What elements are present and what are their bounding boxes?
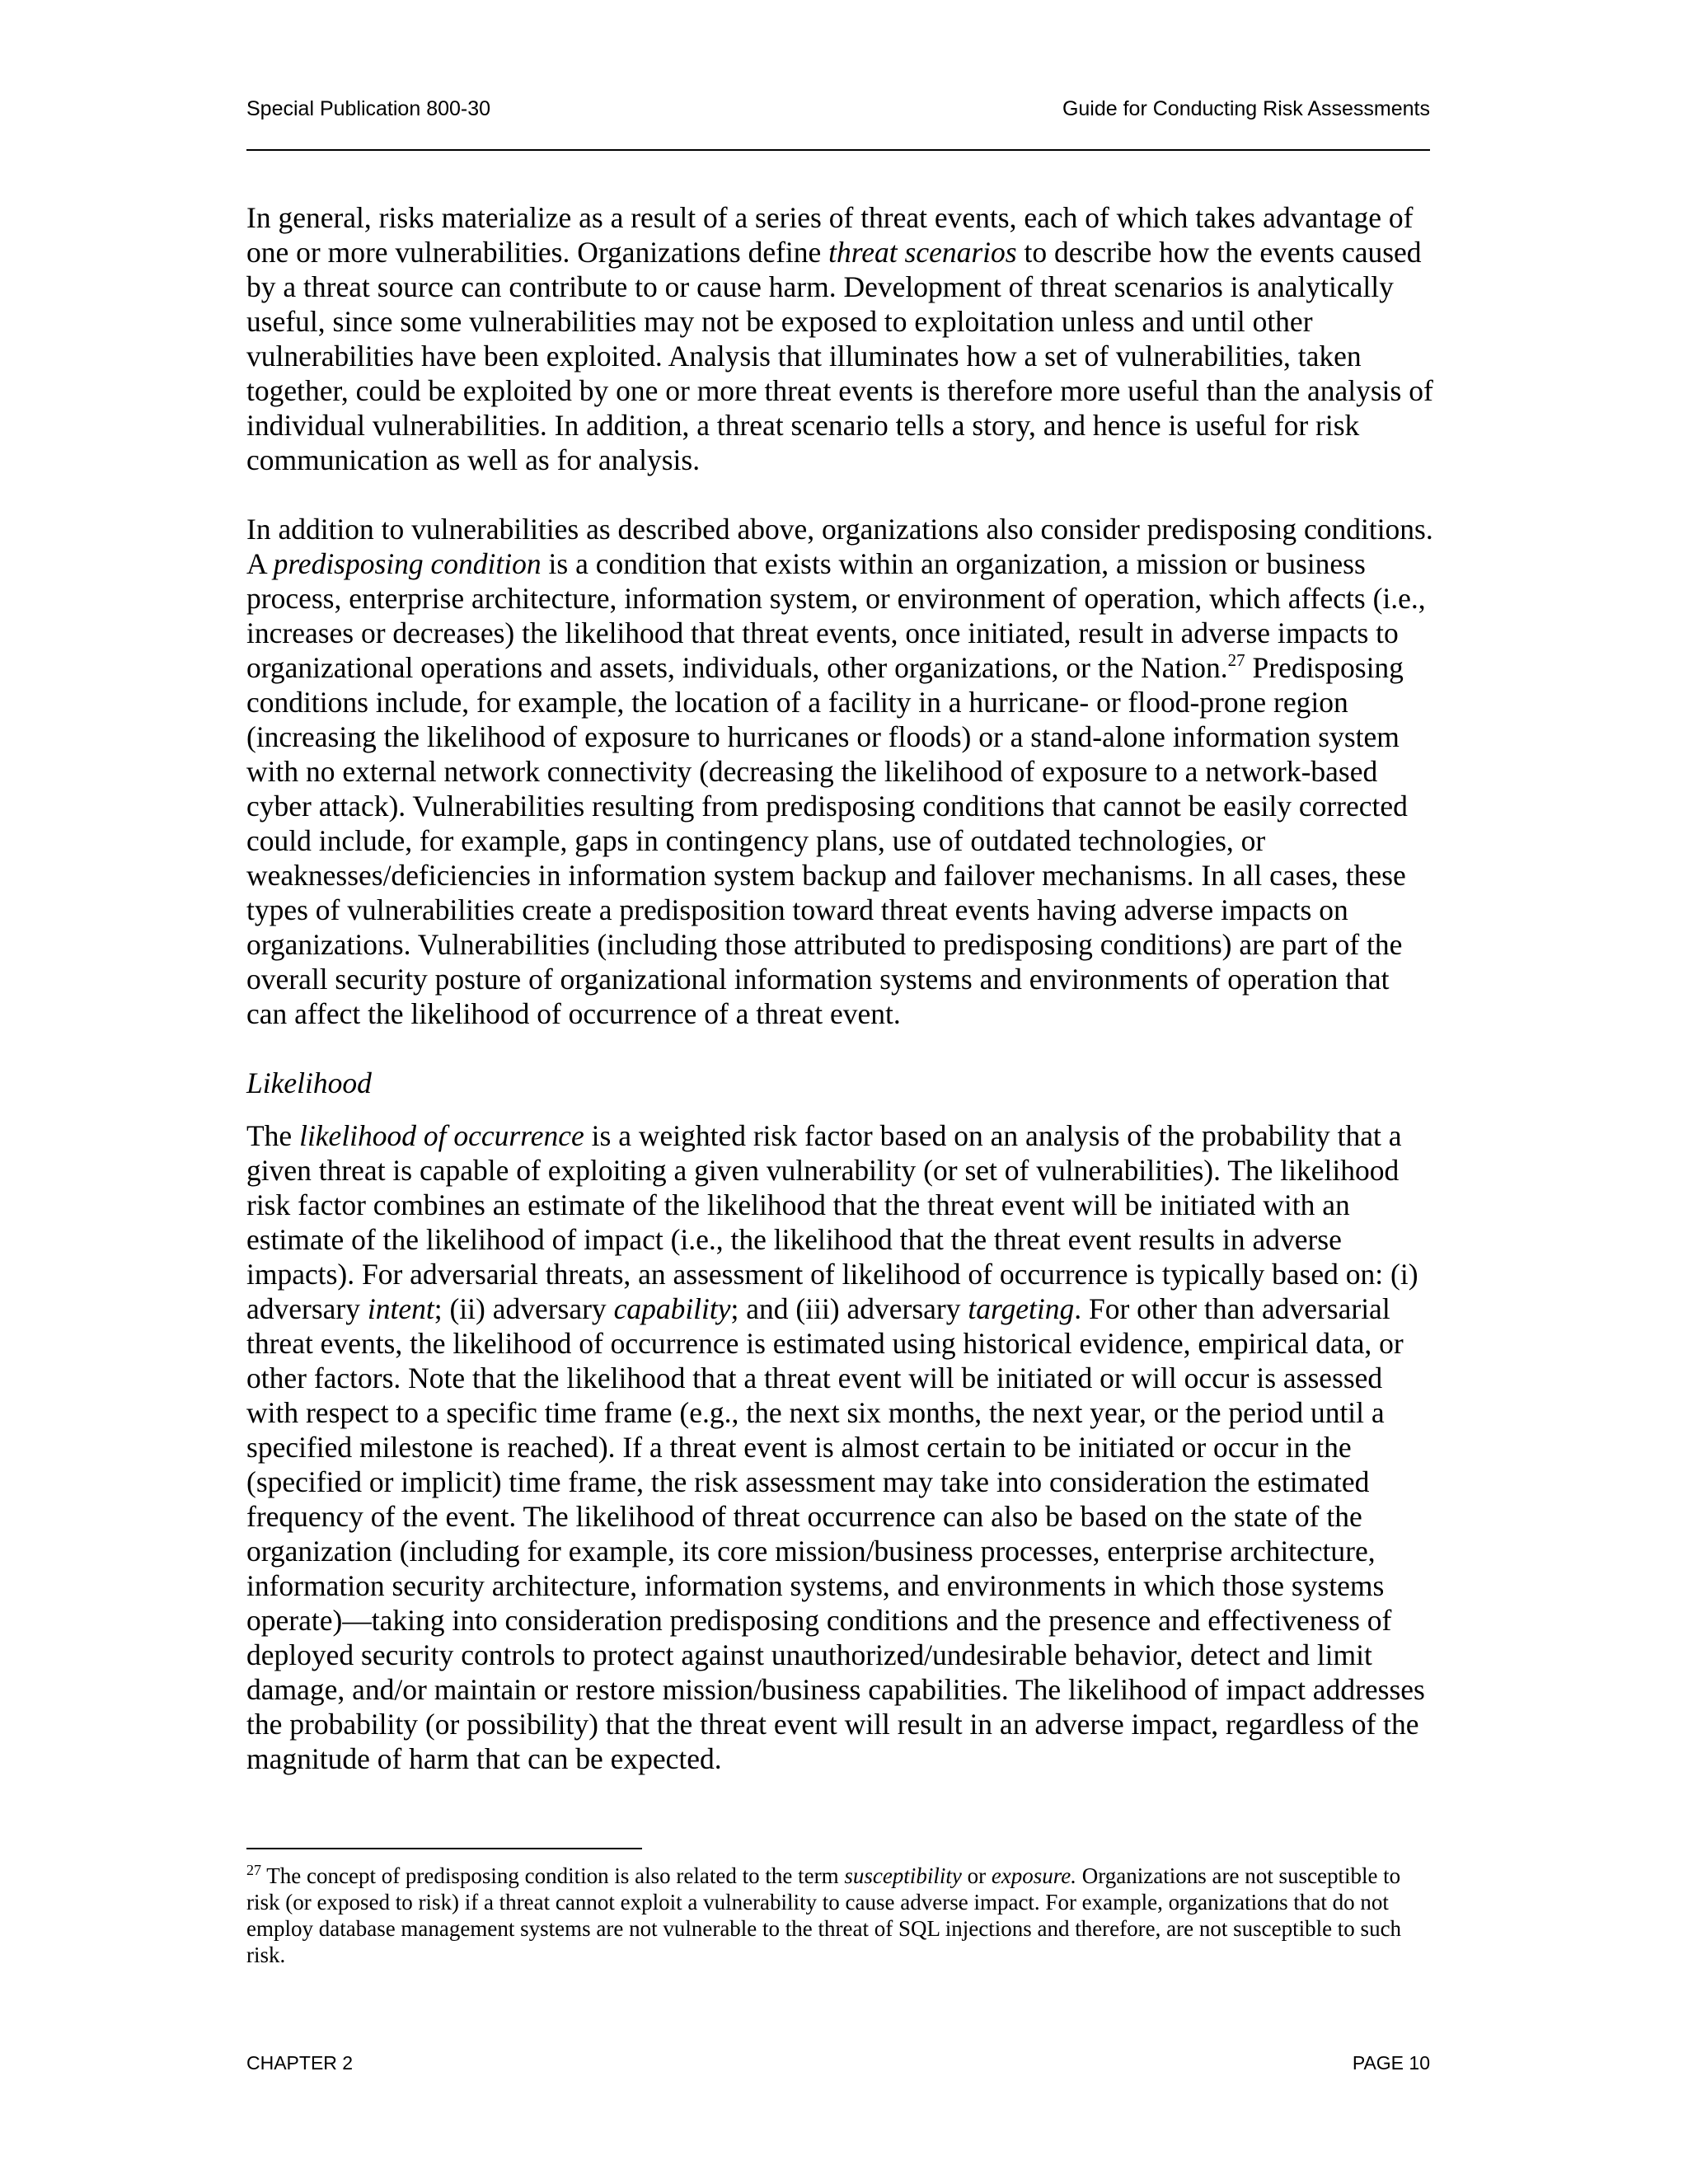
body-text xyxy=(246,200,1433,1776)
text-run: ; and (iii) adversary xyxy=(730,1292,968,1325)
footnote-reference[interactable]: 27 xyxy=(1227,650,1245,670)
footnote-27 xyxy=(246,1863,1433,1968)
text-run: In general, risks materialize as a result of a series of threat events, each of which takes advantage of one or more vulnerabilities. Organizations define xyxy=(246,201,1414,269)
text-run: ; (ii) adversary xyxy=(434,1292,614,1325)
italic-term: exposure. xyxy=(991,1863,1077,1888)
text-run: or xyxy=(961,1863,992,1888)
paragraph-predisposing-conditions xyxy=(246,512,1433,1031)
italic-term: susceptibility xyxy=(844,1863,962,1888)
italic-term: predisposing condition xyxy=(273,547,542,580)
text-run: to describe how the events caused by a threat source can contribute to or cause harm. Development of threat scenarios is analytically useful, since some vulnerabilities may not be exposed to exploitation unless and until other vulnerabilities have been exploited. Analysis that illuminates how a set of vulnerabilities, taken together, could be exploited by one or more threat events is therefore more useful than the analysis of individual vulnerabilities. In addition, a threat scenario tells a story, and hence is useful for risk communication as well as for analysis. xyxy=(246,236,1433,476)
header-publication: Special Publication 800-30 xyxy=(246,97,491,120)
italic-term: capability xyxy=(613,1292,731,1325)
header-title: Guide for Conducting Risk Assessments xyxy=(1062,97,1430,120)
paragraph-threat-scenarios xyxy=(246,200,1433,477)
footnote-number: 27 xyxy=(246,1862,261,1878)
italic-term: intent xyxy=(367,1292,434,1325)
text-run: . For other than adversarial threat events, the likelihood of occurrence is estimated using historical evidence, empirical data, or other factors. Note that the likelihood that a threat event will be initiated or will occur is assessed with respect to a specific time frame (e.g., the next six months, the next year, or the period until a specified milestone is reached). If a threat event is almost certain to be initiated or occur in the (specified or implicit) time frame, the risk assessment may take into consideration the estimated frequency of the event. The likelihood of threat occurrence can also be based on the state of the organization (including for example, its core mission/business processes, enterprise architecture, information security architecture, information systems, and environments in which those systems operate)—taking into consideration predisposing conditions and the presence and effectiveness of deployed security controls to protect against unauthorized/undesirable behavior, detect and limit damage, and/or maintain or restore mission/business capabilities. The likelihood of impact addresses the probability (or possibility) that the threat event will result in an adverse impact, regardless of the magnitude of harm that can be expected. xyxy=(246,1292,1425,1775)
text-run: The xyxy=(246,1119,300,1152)
footer-page-number: PAGE 10 xyxy=(1352,2052,1430,2074)
section-heading-likelihood: Likelihood xyxy=(246,1066,372,1099)
paragraph-likelihood xyxy=(246,1118,1433,1776)
footnote xyxy=(246,1863,1433,1968)
italic-term: likelihood of occurrence xyxy=(299,1119,584,1152)
footnote-rule xyxy=(246,1848,642,1849)
text-run: The concept of predisposing condition is also related to the term xyxy=(261,1863,845,1888)
text-run: Predisposing conditions include, for example, the location of a facility in a hurricane- or flood-prone region (increasing the likelihood of exposure to hurricanes or floods) or a stand-alone information system with no external network connectivity (decreasing the likelihood of exposure to a network-based cyber attack). Vulnerabilities resulting from predisposing conditions that cannot be easily corrected could include, for example, gaps in contingency plans, use of outdated technologies, or weaknesses/deficiencies in information system backup and failover mechanisms. In all cases, these types of vulnerabilities create a predisposition toward threat events having adverse impacts on organizations. Vulnerabilities (including those attributed to predisposing conditions) are part of the overall security posture of organizational information systems and environments of operation that can affect the likelihood of occurrence of a threat event. xyxy=(246,651,1408,1030)
footer-chapter: CHAPTER 2 xyxy=(246,2052,354,2074)
italic-term: threat scenarios xyxy=(828,236,1017,269)
header-rule xyxy=(246,149,1430,151)
text-run: Organizations are not susceptible to risk (or exposed to risk) if a threat cannot exploit a vulnerability to cause adverse impact. For example, organizations that do not employ database management systems are not vulnerable to the threat of SQL injections and therefore, are not susceptible to such risk. xyxy=(246,1863,1402,1967)
page-header xyxy=(246,97,1430,122)
italic-term: targeting xyxy=(968,1292,1075,1325)
text-run: is a condition that exists within an organization, a mission or business process, enterprise architecture, information system, or environment of operation, which affects (i.e., increases or decreases) the likelihood that threat events, once initiated, result in adverse impacts to organizational operations and assets, individuals, other organizations, or the Nation. xyxy=(246,547,1426,684)
text-run: is a weighted risk factor based on an analysis of the probability that a given threat is capable of exploiting a given vulnerability (or set of vulnerabilities). The likelihood risk factor combines an estimate of the likelihood that the threat event will be initiated with an estimate of the likelihood of impact (i.e., the likelihood that the threat event results in adverse impacts). For adversarial threats, an assessment of likelihood of occurrence is typically based on: (i) adversary xyxy=(246,1119,1418,1325)
page-footer xyxy=(246,2052,1430,2077)
text-run: In addition to vulnerabilities as described above, organizations also consider predisposing conditions. A xyxy=(246,513,1433,580)
